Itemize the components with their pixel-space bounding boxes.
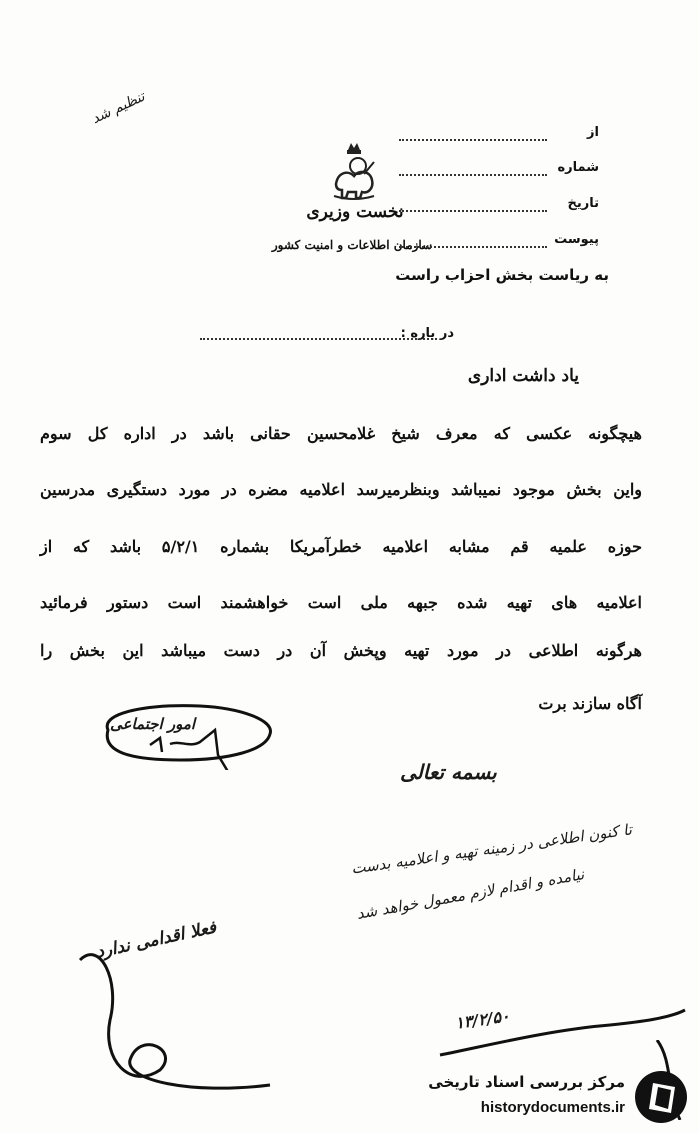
archive-name: مرکز بررسی اسناد تاریخی (428, 1073, 625, 1091)
subject-label: در باره : (400, 326, 454, 341)
handwritten-reply-line-1: تا کنون اطلاعی در زمینه تهیه و اعلامیه بدست (350, 820, 633, 878)
department-note: امور اجتماعی (110, 715, 196, 733)
memo-line: آگاه سازند برت (538, 694, 642, 713)
number-dots (399, 174, 547, 176)
archive-url: historydocuments.ir (480, 1099, 625, 1116)
memo-line: واین بخش موجود نمیباشد وبنظرمیرسد اعلامیه مضره در مورد دستگیری مدرسین (40, 480, 643, 499)
from-field (399, 125, 599, 145)
number-field (399, 160, 599, 180)
memo-line: هیچگونه عکسی که معرف شیخ غلامحسین حقانی باشد در اداره کل سوم (40, 424, 642, 443)
lion-and-sun-emblem-icon (328, 140, 380, 202)
left-signature-stroke (70, 900, 310, 1100)
org-subtitle: سازمان اطلاعات و امنیت کشور (271, 238, 433, 252)
memo-line: هرگونه اطلاعی در مورد تهیه وپخش آن در دست میباشد این بخش را (40, 641, 642, 660)
attachment-label: پیوست (554, 232, 599, 247)
org-title: نخست وزیری (306, 202, 404, 222)
archive-footer (409, 1061, 699, 1133)
right-signature-stroke (430, 1000, 690, 1070)
documents-logo-icon (633, 1069, 689, 1125)
date-dots (399, 210, 547, 212)
attachment-field (399, 232, 599, 252)
circled-signature-scribble (90, 700, 280, 770)
handwritten-date: ۱۳/۲/۵۰ (453, 1006, 511, 1033)
number-label: شماره (557, 160, 599, 175)
subject-dots (200, 338, 437, 340)
recipient-line: به ریاست بخش احزاب راست (395, 266, 609, 284)
handwritten-top-note: تنظیم شد (89, 88, 148, 128)
date-field (399, 196, 599, 216)
memo-line: حوزه علمیه قم مشابه اعلامیه خطرآمریکا بشماره ۵/۲/۱ باشد که از (40, 537, 642, 556)
from-label: از (587, 125, 599, 140)
handwritten-salutation: بسمه تعالی (400, 760, 497, 784)
handwritten-reply-line-2: نیامده و اقدام لازم معمول خواهد شد (355, 865, 586, 923)
memo-line: اعلامیه های تهیه شده جبهه ملی است خواهشمند است دستور فرمائید (40, 593, 643, 612)
memo-heading: یاد داشت اداری (467, 366, 579, 386)
attachment-dots (399, 246, 547, 248)
handwritten-note-left: فعلا اقدامی ندارد (94, 917, 218, 963)
date-label: تاریخ (567, 196, 599, 211)
from-dots (399, 139, 547, 141)
